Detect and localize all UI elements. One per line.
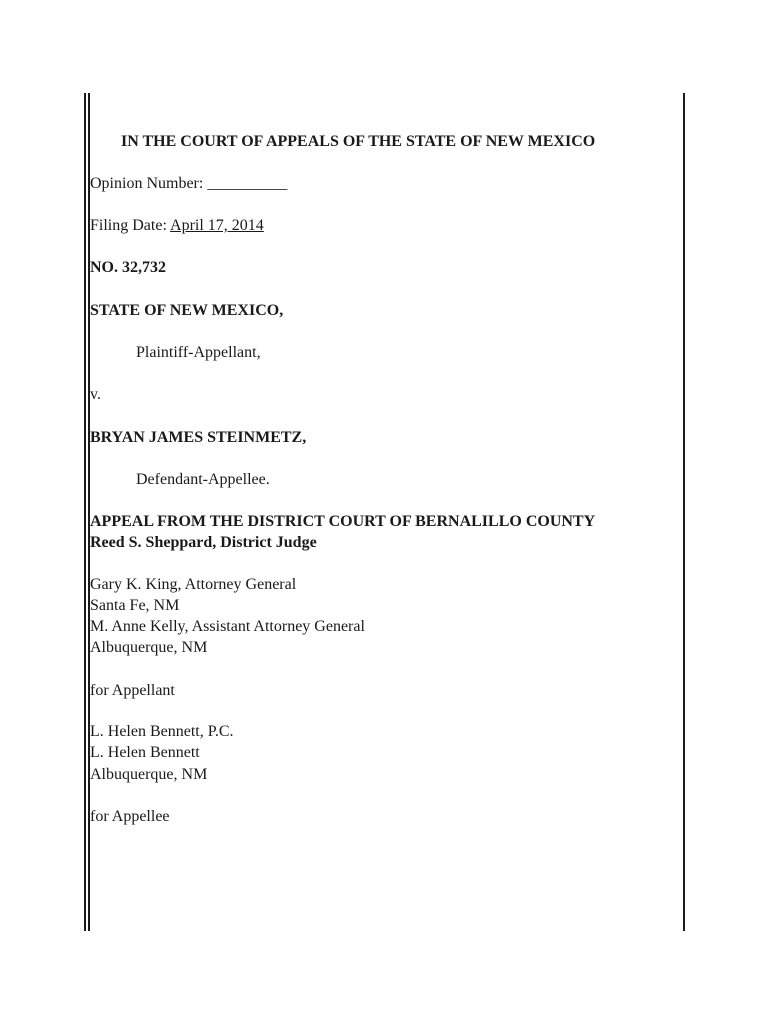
left-margin-rule-outer xyxy=(84,93,86,931)
opinion-number-value: __________ xyxy=(207,175,288,192)
appellee-counsel-line: Albuquerque, NM xyxy=(90,766,208,783)
appellant-counsel-line: Albuquerque, NM xyxy=(90,639,208,656)
for-appellant: for Appellant xyxy=(90,682,175,699)
filing-date-line xyxy=(90,215,264,236)
docket-number: NO. 32,732 xyxy=(90,259,166,276)
for-appellee: for Appellee xyxy=(90,808,170,825)
defendant-name: BRYAN JAMES STEINMETZ, xyxy=(90,429,307,446)
opinion-number-line xyxy=(90,173,287,194)
court-title: IN THE COURT OF APPEALS OF THE STATE OF NEW MEXICO xyxy=(121,133,596,150)
versus: v. xyxy=(90,386,101,403)
appeal-judge-line: Reed S. Sheppard, District Judge xyxy=(90,534,317,551)
appellant-counsel-line: Gary K. King, Attorney General xyxy=(90,576,297,593)
plaintiff-name: STATE OF NEW MEXICO, xyxy=(90,302,284,319)
appeal-court-line: APPEAL FROM THE DISTRICT COURT OF BERNALILLO COUNTY xyxy=(90,513,596,530)
opinion-number-label: Opinion Number: xyxy=(90,175,204,192)
appellant-counsel-line: Santa Fe, NM xyxy=(90,597,180,614)
plaintiff-role: Plaintiff-Appellant, xyxy=(136,344,261,361)
appellee-counsel-line: L. Helen Bennett xyxy=(90,744,200,761)
right-margin-rule xyxy=(683,93,685,931)
appellant-counsel-line: M. Anne Kelly, Assistant Attorney General xyxy=(90,618,365,635)
appellee-counsel-line: L. Helen Bennett, P.C. xyxy=(90,723,234,740)
filing-date-value: April 17, 2014 xyxy=(170,217,264,234)
filing-date-label: Filing Date: xyxy=(90,217,167,234)
defendant-role: Defendant-Appellee. xyxy=(136,471,270,488)
